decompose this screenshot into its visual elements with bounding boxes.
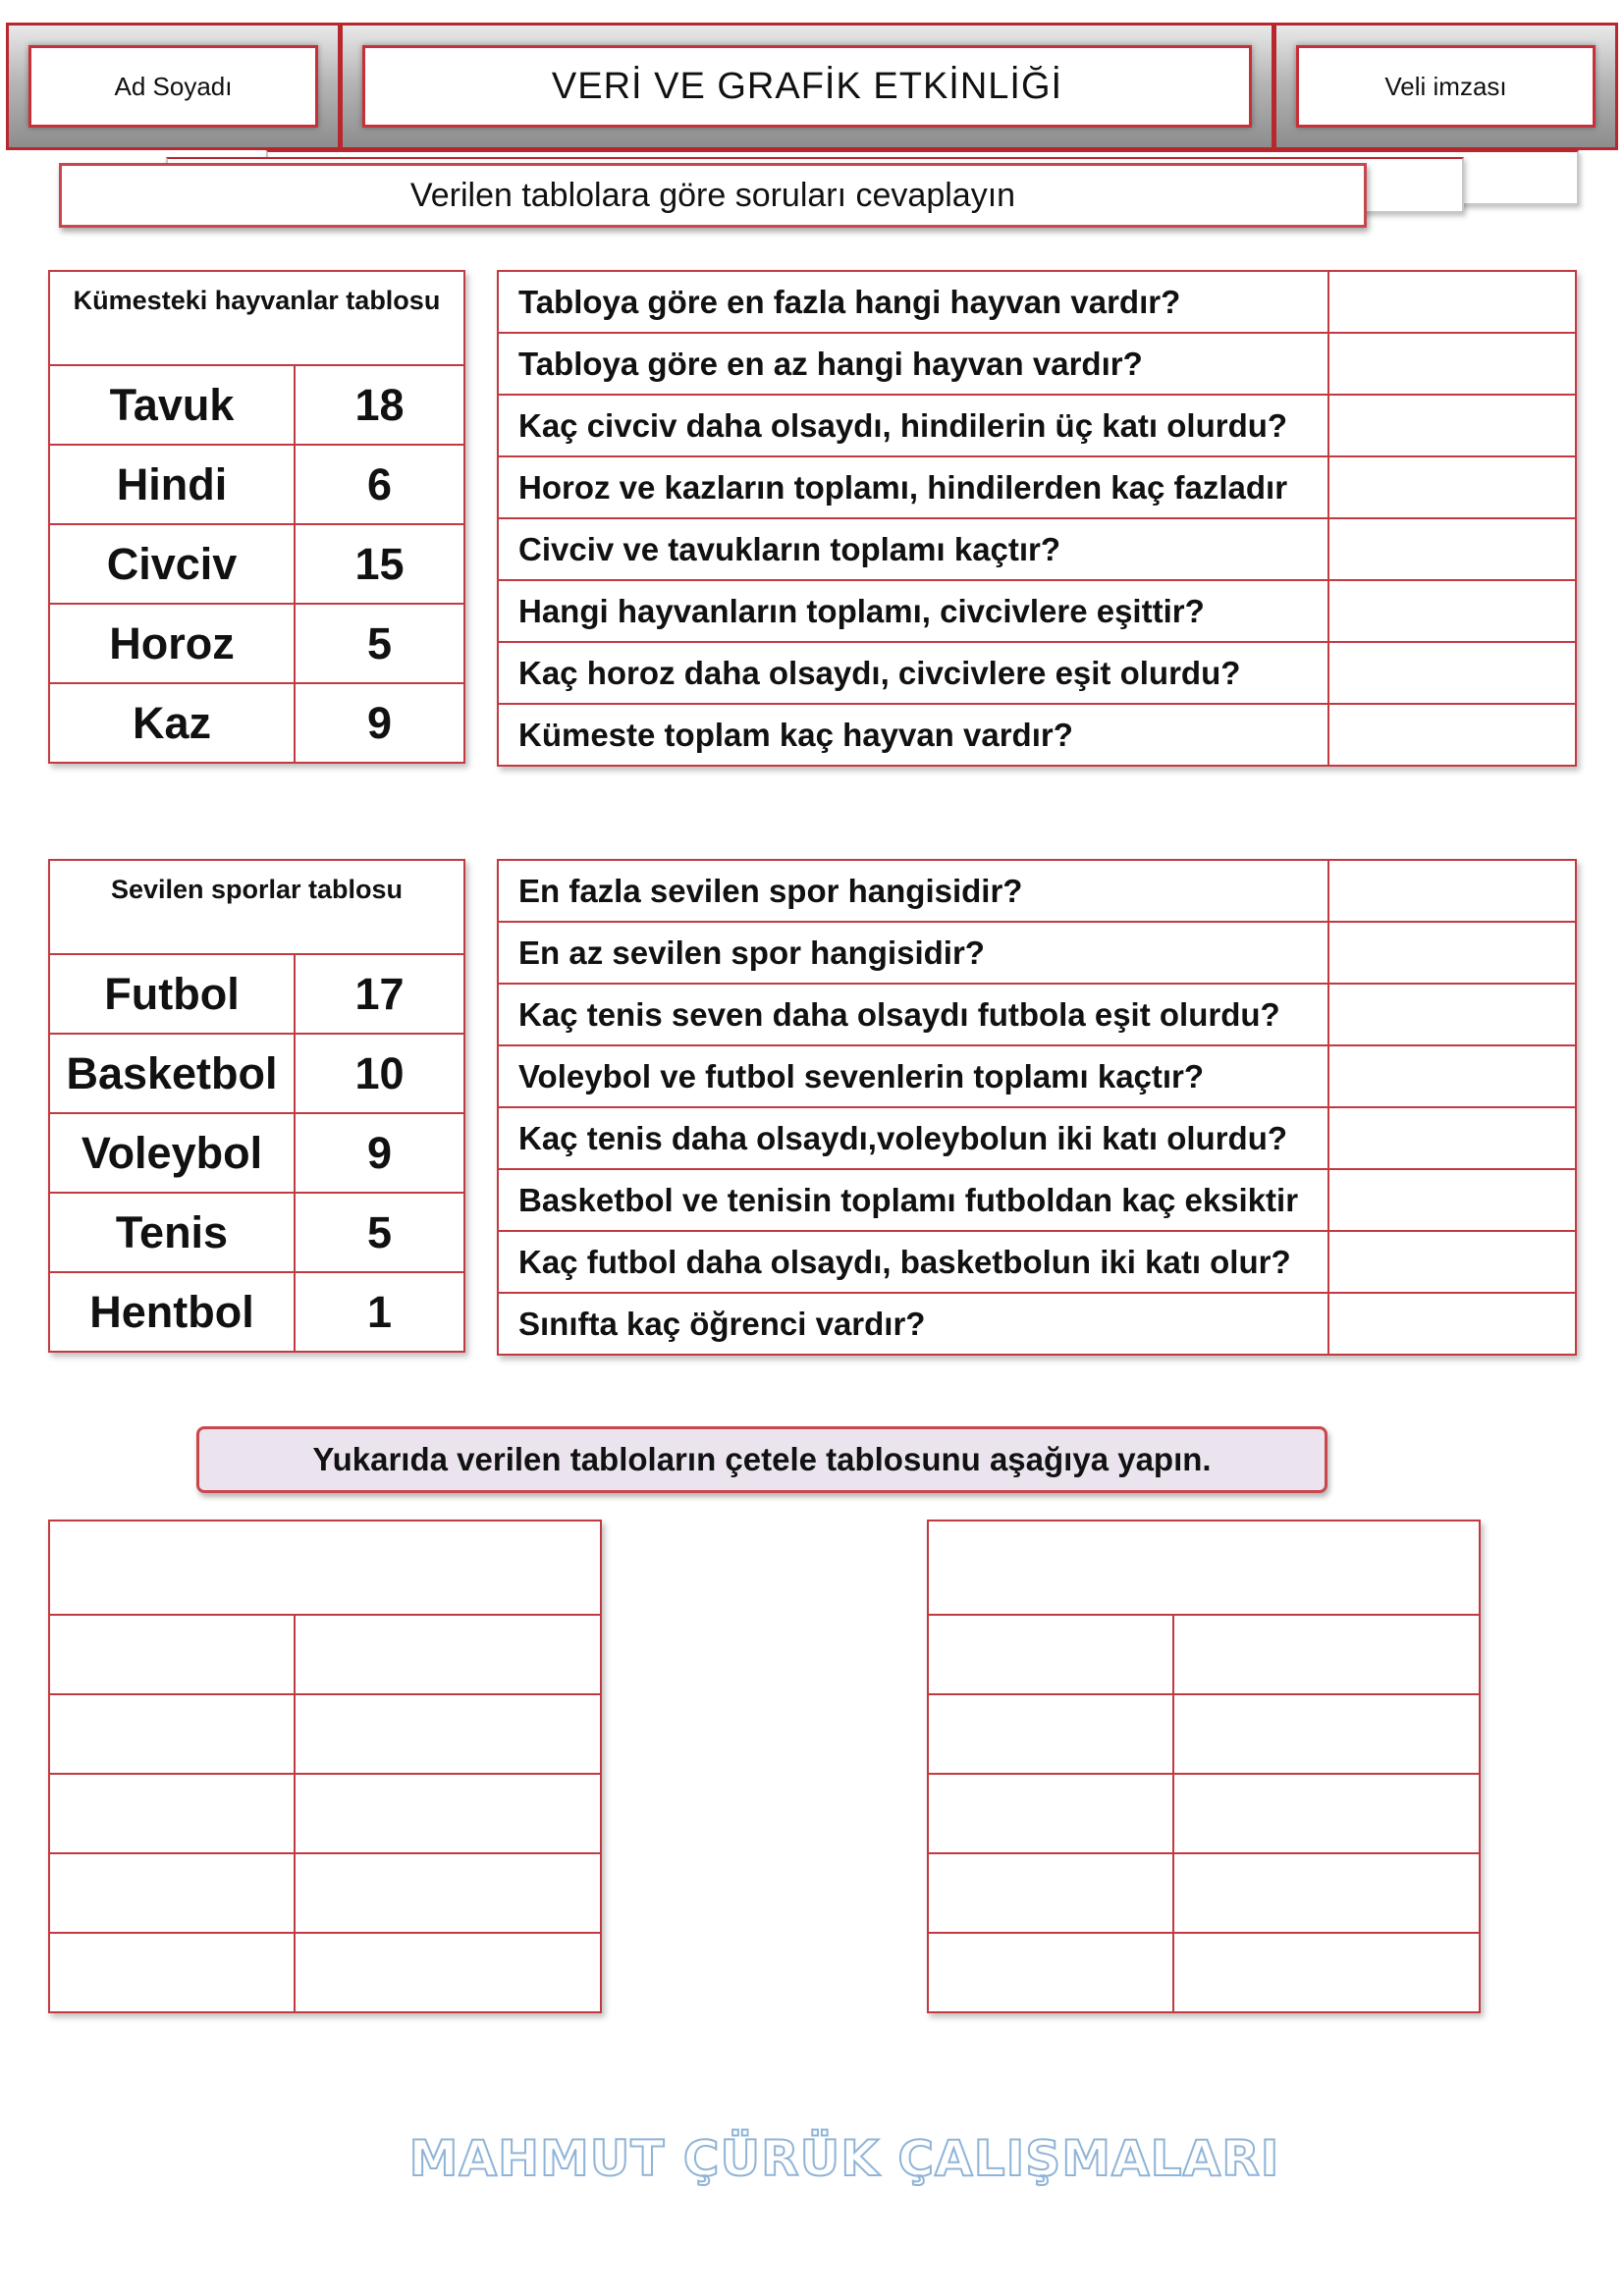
- table-cell-name: Basketbol: [49, 1034, 295, 1113]
- questions-table-1: [497, 270, 1577, 767]
- answer-field[interactable]: [1328, 518, 1576, 580]
- tally-name-field[interactable]: [49, 1615, 295, 1694]
- tally-mark-field[interactable]: [1173, 1933, 1480, 2012]
- question-text: En fazla sevilen spor hangisidir?: [498, 860, 1328, 922]
- answer-field[interactable]: [1328, 333, 1576, 395]
- tally-name-field[interactable]: [928, 1933, 1173, 2012]
- table-cell-value: 17: [295, 954, 464, 1034]
- table-cell-value: 6: [295, 445, 464, 524]
- tally-name-field[interactable]: [49, 1694, 295, 1774]
- name-box: [6, 23, 341, 150]
- tally-name-field[interactable]: [928, 1774, 1173, 1853]
- table-cell-name: Hentbol: [49, 1272, 295, 1352]
- table-cell-name: Futbol: [49, 954, 295, 1034]
- tally-mark-field[interactable]: [1173, 1774, 1480, 1853]
- table-cell-name: Tenis: [49, 1193, 295, 1272]
- tally-table-1: [48, 1520, 602, 2013]
- tally-mark-field[interactable]: [295, 1853, 601, 1933]
- signature-box: [1273, 23, 1618, 150]
- tally-title-field[interactable]: [49, 1521, 601, 1615]
- instruction-text: Verilen tablolara göre soruları cevaplayın: [409, 176, 1016, 214]
- table-cell-value: 5: [295, 604, 464, 683]
- instruction-banner: [59, 163, 1367, 228]
- question-text: Kaç tenis seven daha olsaydı futbola eşit olurdu?: [498, 984, 1328, 1045]
- table-cell-value: 1: [295, 1272, 464, 1352]
- sports-table: [48, 859, 465, 1353]
- tally-instruction-banner: [196, 1426, 1327, 1493]
- tally-mark-field[interactable]: [1173, 1615, 1480, 1694]
- table-cell-name: Kaz: [49, 683, 295, 763]
- title-box: [340, 23, 1274, 150]
- question-text: Kümeste toplam kaç hayvan vardır?: [498, 704, 1328, 766]
- table-cell-value: 15: [295, 524, 464, 604]
- tally-mark-field[interactable]: [295, 1694, 601, 1774]
- table-cell-value: 5: [295, 1193, 464, 1272]
- tally-mark-field[interactable]: [1173, 1853, 1480, 1933]
- tally-name-field[interactable]: [49, 1774, 295, 1853]
- table-cell-name: Civciv: [49, 524, 295, 604]
- name-label: Ad Soyadı: [114, 71, 233, 101]
- table-title: Kümesteki hayvanlar tablosu: [49, 271, 464, 365]
- tally-title-field[interactable]: [928, 1521, 1480, 1615]
- tally-name-field[interactable]: [928, 1694, 1173, 1774]
- answer-field[interactable]: [1328, 456, 1576, 518]
- table-cell-name: Tavuk: [49, 365, 295, 445]
- questions-table-2: [497, 859, 1577, 1356]
- question-text: Kaç tenis daha olsaydı,voleybolun iki katı olurdu?: [498, 1107, 1328, 1169]
- tally-name-field[interactable]: [49, 1933, 295, 2012]
- signature-label: Veli imzası: [1384, 71, 1507, 101]
- tally-mark-field[interactable]: [295, 1774, 601, 1853]
- answer-field[interactable]: [1328, 642, 1576, 704]
- tally-instruction-text: Yukarıda verilen tabloların çetele tablosunu aşağıya yapın.: [312, 1441, 1212, 1477]
- table-cell-value: 10: [295, 1034, 464, 1113]
- question-text: Kaç civciv daha olsaydı, hindilerin üç katı olurdu?: [498, 395, 1328, 456]
- answer-field[interactable]: [1328, 271, 1576, 333]
- table-cell-name: Hindi: [49, 445, 295, 524]
- answer-field[interactable]: [1328, 1293, 1576, 1355]
- question-text: Sınıfta kaç öğrenci vardır?: [498, 1293, 1328, 1355]
- answer-field[interactable]: [1328, 1169, 1576, 1231]
- answer-field[interactable]: [1328, 922, 1576, 984]
- table-cell-value: 18: [295, 365, 464, 445]
- answer-field[interactable]: [1328, 580, 1576, 642]
- tally-mark-field[interactable]: [1173, 1694, 1480, 1774]
- animals-table: [48, 270, 465, 764]
- author-watermark: MAHMUT ÇÜRÜK ÇALIŞMALARI: [408, 2130, 1280, 2187]
- question-text: Tabloya göre en fazla hangi hayvan vardır?: [498, 271, 1328, 333]
- question-text: Kaç futbol daha olsaydı, basketbolun iki katı olur?: [498, 1231, 1328, 1293]
- question-text: Horoz ve kazların toplamı, hindilerden kaç fazladır: [498, 456, 1328, 518]
- page-title: VERİ VE GRAFİK ETKİNLİĞİ: [551, 65, 1063, 107]
- answer-field[interactable]: [1328, 1045, 1576, 1107]
- answer-field[interactable]: [1328, 1231, 1576, 1293]
- tally-mark-field[interactable]: [295, 1933, 601, 2012]
- table-cell-name: Voleybol: [49, 1113, 295, 1193]
- question-text: Kaç horoz daha olsaydı, civcivlere eşit olurdu?: [498, 642, 1328, 704]
- answer-field[interactable]: [1328, 860, 1576, 922]
- tally-mark-field[interactable]: [295, 1615, 601, 1694]
- answer-field[interactable]: [1328, 1107, 1576, 1169]
- table-cell-value: 9: [295, 1113, 464, 1193]
- answer-field[interactable]: [1328, 704, 1576, 766]
- table-title: Sevilen sporlar tablosu: [49, 860, 464, 954]
- question-text: Hangi hayvanların toplamı, civcivlere eşittir?: [498, 580, 1328, 642]
- tally-name-field[interactable]: [928, 1615, 1173, 1694]
- answer-field[interactable]: [1328, 984, 1576, 1045]
- question-text: Basketbol ve tenisin toplamı futboldan kaç eksiktir: [498, 1169, 1328, 1231]
- answer-field[interactable]: [1328, 395, 1576, 456]
- question-text: Civciv ve tavukların toplamı kaçtır?: [498, 518, 1328, 580]
- tally-name-field[interactable]: [928, 1853, 1173, 1933]
- table-cell-value: 9: [295, 683, 464, 763]
- tally-name-field[interactable]: [49, 1853, 295, 1933]
- question-text: En az sevilen spor hangisidir?: [498, 922, 1328, 984]
- table-cell-name: Horoz: [49, 604, 295, 683]
- tally-table-2: [927, 1520, 1481, 2013]
- question-text: Tabloya göre en az hangi hayvan vardır?: [498, 333, 1328, 395]
- question-text: Voleybol ve futbol sevenlerin toplamı kaçtır?: [498, 1045, 1328, 1107]
